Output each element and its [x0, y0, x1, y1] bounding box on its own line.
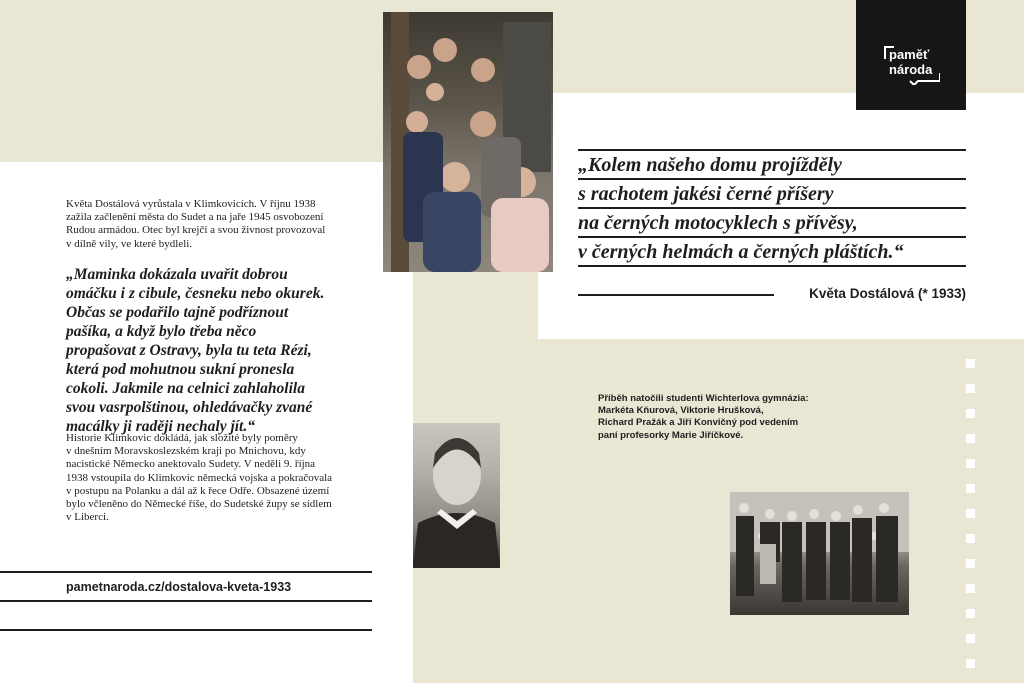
film-perforation	[966, 384, 975, 393]
memory-quote-line: Občas se podařilo tajně podříznout	[66, 304, 289, 321]
credits-line: Markéta Kňurová, Viktorie Hrušková,	[598, 405, 764, 417]
logo-line-2: národa	[889, 62, 933, 77]
film-perforation	[966, 359, 975, 368]
quote-line: na černých motocyklech s přívěsy,	[578, 207, 966, 236]
memory-quote-line: svou vasrpolštinou, ohledávačky zvané	[66, 399, 313, 416]
memory-quote-line: „Maminka dokázala uvařit dobrou	[66, 266, 288, 283]
film-perforation	[966, 559, 975, 568]
film-perforation	[966, 634, 975, 643]
history-line: v dnešním Moravskoslezském kraji po Mnichovu, kdy	[66, 445, 306, 458]
history-line: v Liberci.	[66, 511, 109, 524]
history-line: nacistické Německo anektovalo Sudety. V neděli 9. října	[66, 458, 316, 471]
film-perforation	[966, 484, 975, 493]
credits-line: paní profesorky Marie Jiříčkové.	[598, 429, 744, 441]
history-paragraph	[66, 432, 386, 524]
url-bottom-rule	[0, 629, 372, 631]
quote-line: „Kolem našeho domu projížděly	[578, 149, 966, 178]
memory-quote-line: pašíka, a když bylo třeba něco	[66, 323, 257, 340]
film-perforation	[966, 459, 975, 468]
intro-line: Rudou armádou. Otec byl krejčí a svou živnost provozoval	[66, 224, 326, 237]
memory-quote-line: macálky ji raději nechaly jít.“	[66, 418, 255, 435]
credits-line: Příběh natočili studenti Wichterlova gymnázia:	[598, 393, 809, 404]
url-top-rule	[0, 571, 372, 573]
quote-line: s rachotem jakési černé příšery	[578, 178, 966, 207]
film-perforation	[966, 584, 975, 593]
memory-quote-line: propašovat z Ostravy, byla tu teta Rézi,	[66, 342, 312, 359]
group-photo	[730, 492, 909, 615]
film-perforation	[966, 434, 975, 443]
url-middle-rule	[0, 600, 372, 602]
author-divider	[578, 294, 774, 296]
quote-line: v černých helmách a černých pláštích.“	[578, 236, 966, 267]
film-perforation	[966, 509, 975, 518]
intro-line: zažila začlenění města do Sudet a na jaře 1945 osvobození	[66, 211, 324, 224]
featured-quote	[578, 149, 966, 267]
film-perforation	[966, 659, 975, 668]
quote-author: Květa Dostálová (* 1933)	[809, 286, 966, 301]
logo-line-1: paměť	[889, 47, 930, 62]
memory-quote-line: cokoli. Jakmile na celnici zahlaholila	[66, 380, 305, 397]
credits	[598, 393, 858, 442]
intro-line: Květa Dostálová vyrůstala v Klimkovicích. V říjnu 1938	[66, 198, 316, 210]
story-url-link[interactable]: pametnaroda.cz/dostalova-kveta-1933	[66, 580, 292, 594]
logo-text	[889, 47, 932, 77]
history-line: Historie Klimkovic dokládá, jak složité byly poměry	[66, 432, 298, 444]
family-photo	[383, 12, 553, 272]
portrait-photo	[413, 423, 500, 568]
history-line: bylo včleněno do Německé říše, do Sudetské župy se sídlem	[66, 498, 332, 511]
film-perforation	[966, 409, 975, 418]
intro-line: v dílně vily, ve které bydleli.	[66, 237, 193, 250]
memory-quote	[66, 265, 386, 436]
memory-quote-line: omáčku i z cibule, česneku nebo okurek.	[66, 285, 325, 302]
history-line: v postupu na Polanku a dál až k řece Odře. Obsazené území	[66, 484, 330, 497]
history-line: 1938 vstoupila do Klimkovic německá vojska a pokračovala	[66, 471, 333, 484]
intro-paragraph	[66, 198, 386, 251]
memory-quote-line: která pod mohutnou sukní pronesla	[66, 361, 295, 378]
film-perforation	[966, 534, 975, 543]
credits-line: Richard Pražák a Jiří Konvičný pod vedením	[598, 417, 799, 429]
film-perforation	[966, 609, 975, 618]
